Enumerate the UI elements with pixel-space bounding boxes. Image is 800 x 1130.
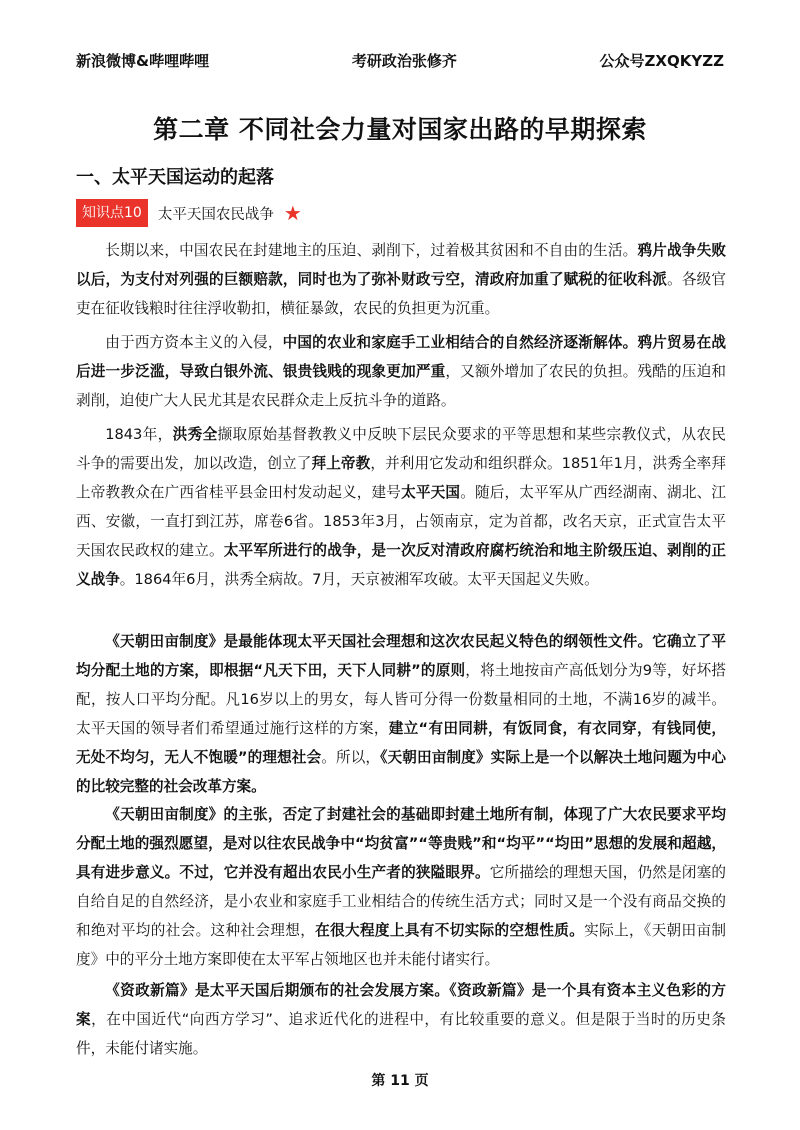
text-run: 由于西方资本主义的入侵， xyxy=(105,334,283,351)
text-run: 。1864年6月，洪秀全病故。7月，天京被湘军攻破。太平天国起义失败。 xyxy=(119,571,599,588)
text-run: 长期以来，中国农民在封建地主的压迫、剥削下，过着极其贫困和不自由的生活。 xyxy=(105,242,638,259)
text-run: 实际上，《天朝田亩制度》中的平分土地方案即使在太平军占领地区也并未能付诸实行。 xyxy=(76,922,726,968)
text-run: ，在中国近代“向西方学习”、追求近代化的进程中，有比较重要的意义。但是限于当时的历史条件，未能付诸实施。 xyxy=(76,1011,726,1057)
paragraph-5 xyxy=(76,800,726,974)
header-center-text: 考研政治张修齐 xyxy=(351,51,457,70)
text-run: 鸦片战争失败以后，为支付对列强的巨额赔款，同时也为了弥补财政亏空，清政府加重了赋税的征收科派 xyxy=(76,242,726,288)
text-run: 。随后，太平军从广西经湖南、湖北、江西、安徽，一直打到江苏，席卷6省。1853年3月，占领南京，定为首都，改名天京，正式宣告太平天国农民政权的建立。 xyxy=(76,484,726,559)
text-run: 否定了封建社会的基础即封建土地所有制，体现了广大农民要求平均分配土地的强烈愿望，是对以往农民战争中“均贫富”“等贵贱”和“均平”“均田”思想的发展和超越，具有进步意义。不过，它并没有超出农民小生产者的狭隘眼界。 xyxy=(76,806,726,881)
knowledge-point-row xyxy=(76,198,302,228)
text-run: 拜上帝教 xyxy=(311,455,371,472)
text-run: 在很大程度上具有不切实际的空想性质。 xyxy=(315,922,585,939)
text-run: 1843年， xyxy=(105,426,173,443)
star-icon: ★ xyxy=(283,201,302,225)
text-run: 建立“有田同耕，有饭同食，有衣同穿，有钱同使，无处不均匀，无人不饱暖”的理想社会 xyxy=(76,720,727,766)
text-run: ，又额外增加了农民的负担。残酷的压迫和剥削，迫使广大人民尤其是农民群众走上反抗斗争的道路。 xyxy=(76,363,726,409)
text-run: ，并利用它发动和组织群众。1851年1月，洪秀全率拜上帝教教众在广西省桂平县金田村发动起义，建号 xyxy=(76,455,726,501)
text-run: 《资政新篇》是太平天国后期颁布的社会发展方案。《资政新篇》是一个具有资本主义色彩的方案 xyxy=(76,982,726,1028)
text-run: 太平军所进行的战争，是一次反对清政府腐朽统治和地主阶级压迫、剥削的正义战争 xyxy=(76,542,726,588)
text-run: 撷取原始基督教教义中反映下层民众要求的平等思想和某些宗教仪式，从农民斗争的需要出发，加以改造，创立了 xyxy=(76,426,726,472)
text-run: 《天朝田亩制度》是最能体现太平天国社会理想和这次农民起义特色的纲领性文件。它确立了平均分配土地的方案，即根据“凡天下田，天下人同耕”的原则 xyxy=(76,633,726,679)
text-run: 中国的农业和家庭手工业相结合的自然经济逐渐解体。鸦片贸易在战后进一步泛滥，导致白银外流、银贵钱贱的现象更加严重 xyxy=(76,334,726,380)
text-run: 太平天国 xyxy=(401,484,461,501)
page-number: 第 11 页 xyxy=(371,1073,429,1089)
paragraph-1 xyxy=(76,236,726,323)
paragraph-4 xyxy=(76,627,726,801)
text-run: 《天朝田亩制度》实际上是一个以解决土地问题为中心的比较完整的社会改革方案。 xyxy=(76,749,727,795)
text-run: 它所描绘的理想天国，仍然是闭塞的自给自足的自然经济，是小农业和家庭手工业相结合的传统生活方式；同时又是一个没有商品交换的和绝对平均的社会。这种社会理想， xyxy=(76,864,726,939)
header-right-text: 公众号ZXQKYZZ xyxy=(599,51,724,70)
page-header xyxy=(76,50,724,70)
paragraph-3 xyxy=(76,420,726,594)
text-run: 。各级官吏在征收钱粮时往往浮收勒扣，横征暴敛，农民的负担更为沉重。 xyxy=(76,271,726,317)
knowledge-point-badge: 知识点10 xyxy=(76,199,148,227)
paragraph-2 xyxy=(76,328,726,415)
text-run: 洪秀全 xyxy=(172,426,218,443)
text-run: 《天朝田亩制度》的主张， xyxy=(105,806,283,823)
text-run: 。所以， xyxy=(321,749,381,766)
paragraph-6 xyxy=(76,976,726,1063)
header-left-text: 新浪微博&哔哩哔哩 xyxy=(76,51,210,70)
section-title: 一、太平天国运动的起落 xyxy=(76,167,274,188)
chapter-title: 第二章 不同社会力量对国家出路的早期探索 xyxy=(153,115,647,144)
knowledge-point-title: 太平天国农民战争 xyxy=(157,206,274,223)
text-run: ，将土地按亩产高低划分为9等，好坏搭配，按人口平均分配。凡16岁以上的男女，每人皆可分得一份数量相同的土地，不满16岁的减半。太平天国的领导者们希望通过施行这样的方案， xyxy=(76,662,726,737)
